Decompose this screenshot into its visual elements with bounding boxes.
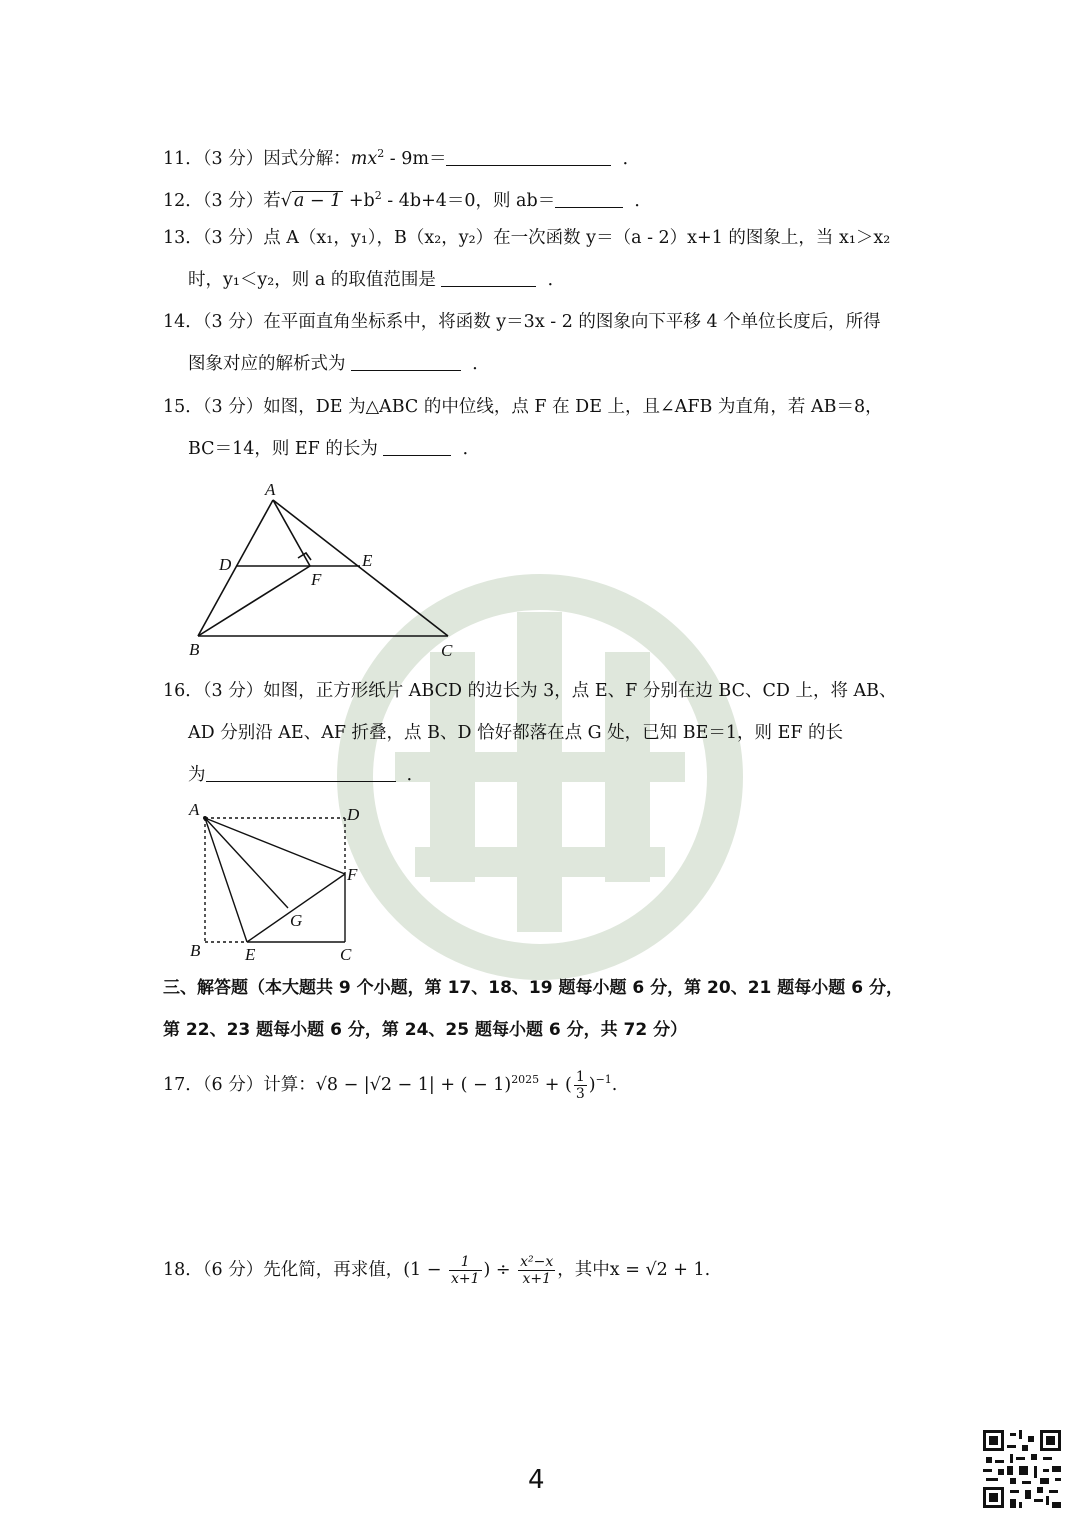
q-number: 11． [163, 148, 203, 169]
q-end: ． [622, 148, 641, 169]
q-text: AD 分别沿 AE、AF 折叠，点 B、D 恰好都落在点 G 处，已知 BE＝1，则 EF 的长 [188, 723, 844, 743]
answer-blank[interactable] [206, 763, 396, 782]
q-score: （3 分） [202, 312, 264, 332]
label-B: B [189, 640, 200, 659]
page-number: 4 [528, 1465, 545, 1495]
expr: + ( [539, 1074, 572, 1095]
q-score: （3 分） [202, 397, 264, 417]
question-16-cont2 [188, 763, 948, 787]
q-text: 如图，正方形纸片 ABCD 的边长为 3，点 E、F 分别在边 BC、CD 上，将 AB、 [263, 681, 897, 701]
question-13-cont [188, 268, 948, 292]
label-C: C [441, 641, 453, 660]
question-16 [163, 679, 923, 703]
q-text: 计算： [263, 1074, 316, 1095]
fraction [518, 1254, 555, 1287]
q-text: 如图，DE 为△ABC 的中位线，点 F 在 DE 上，且∠AFB 为直角，若 AB＝8， [263, 397, 883, 417]
q-text: 先化简，再求值，(1 − [263, 1260, 447, 1280]
radicand: a − 1 [293, 190, 342, 211]
answer-blank[interactable] [441, 268, 536, 287]
q-number: 18． [163, 1260, 203, 1280]
q-number: 16． [163, 681, 203, 701]
q-number: 13． [163, 228, 203, 248]
expr: ) ÷ [483, 1260, 517, 1280]
q-score: （3 分） [202, 148, 264, 169]
question-12: 12．（3 分）若√ $a - 1 +b^2 - 4b+4=0$，则 ab＝ ． [163, 189, 652, 211]
question-17 [163, 1068, 923, 1102]
q-end: ． [472, 354, 490, 374]
label-G: G [290, 911, 303, 930]
label-C: C [340, 945, 352, 964]
answer-blank[interactable] [383, 437, 451, 456]
exponent: −1 [595, 1073, 612, 1086]
question-13 [163, 226, 923, 250]
q-end: . [611, 1074, 618, 1095]
q-score: （6 分） [202, 1074, 264, 1095]
question-14-cont [188, 352, 948, 376]
label-E: E [362, 551, 373, 570]
label-A: A [189, 800, 200, 819]
q-text: 在平面直角坐标系中，将函数 y＝3x - 2 的图象向下平移 4 个单位长度后，所得 [263, 312, 881, 332]
numerator: 1 [449, 1254, 482, 1271]
expr: - 9m＝ [384, 148, 447, 169]
question-11 [163, 142, 923, 171]
label-F: F [347, 865, 358, 884]
numerator: 1 [575, 1068, 585, 1085]
answer-blank[interactable] [446, 147, 611, 166]
expr: mx [350, 148, 378, 169]
q-score: （3 分） [202, 681, 264, 701]
q-number: 14． [163, 312, 203, 332]
q-score: （6 分） [202, 1260, 264, 1280]
q-text: 为 [188, 765, 206, 785]
answer-blank[interactable] [555, 189, 623, 208]
q-score: （3 分） [202, 228, 264, 248]
q-text: 时，y₁＜y₂，则 a 的取值范围是 [188, 270, 436, 290]
figure-square-abcd [180, 798, 380, 968]
q-text: BC＝14，则 EF 的长为 [188, 439, 378, 459]
fraction [574, 1069, 587, 1102]
section-heading-line1: 三、解答题（本大题共 9 个小题，第 17、18、19 题每小题 6 分，第 20、21 题每小题 6 分， [163, 978, 903, 998]
exponent: 2 [374, 189, 382, 202]
q-end: ． [462, 439, 481, 459]
qr-code [983, 1430, 1061, 1508]
q-text: 因式分解： [263, 148, 351, 169]
q-text: 点 A（x₁，y₁），B（x₂，y₂）在一次函数 y＝（a - 2）x+1 的图象上，当 x₁＞x₂ [263, 228, 891, 248]
q-end: ． [547, 270, 566, 290]
question-15-cont [188, 437, 948, 461]
exponent: 2 [377, 147, 385, 160]
q-text: 若 [263, 190, 281, 211]
label-D: D [219, 555, 232, 574]
label-E: E [245, 945, 256, 964]
fraction [449, 1254, 482, 1287]
label-A: A [265, 480, 276, 499]
label-D: D [347, 805, 360, 824]
q-end: ． [406, 765, 425, 785]
expr: +b [343, 190, 375, 211]
exponent: 2025 [511, 1073, 540, 1086]
figure-triangle-abc [180, 478, 470, 663]
answer-blank[interactable] [351, 352, 461, 371]
label-B: B [190, 941, 201, 960]
denominator: 3 [575, 1085, 585, 1102]
section-heading [163, 976, 923, 1000]
question-15 [163, 395, 923, 419]
label-F: F [311, 570, 322, 589]
q-text: 图象对应的解析式为 [188, 354, 346, 374]
expr: - 4b+4＝0，则 ab＝ [381, 190, 556, 211]
numerator: x²−x [520, 1254, 554, 1270]
q-number: 15． [163, 397, 203, 417]
question-14 [163, 310, 923, 334]
section-heading-line2: 第 22、23 题每小题 6 分，第 24、25 题每小题 6 分，共 72 分） [163, 1020, 688, 1040]
expr: √8 − |√2 − 1| + ( − 1) [315, 1074, 512, 1095]
denominator: x+1 [522, 1271, 551, 1287]
denominator: x+1 [450, 1271, 480, 1287]
q-number: 17． [163, 1074, 203, 1095]
section-heading-cont [163, 1018, 923, 1042]
q-number: 12． [163, 190, 203, 211]
q-end: ． [634, 190, 652, 211]
q-score: （3 分） [202, 190, 264, 211]
question-16-cont [188, 721, 948, 745]
expr: ) [588, 1074, 596, 1095]
question-18 [163, 1254, 923, 1287]
expr: ，其中x = √2 + 1. [557, 1260, 711, 1280]
